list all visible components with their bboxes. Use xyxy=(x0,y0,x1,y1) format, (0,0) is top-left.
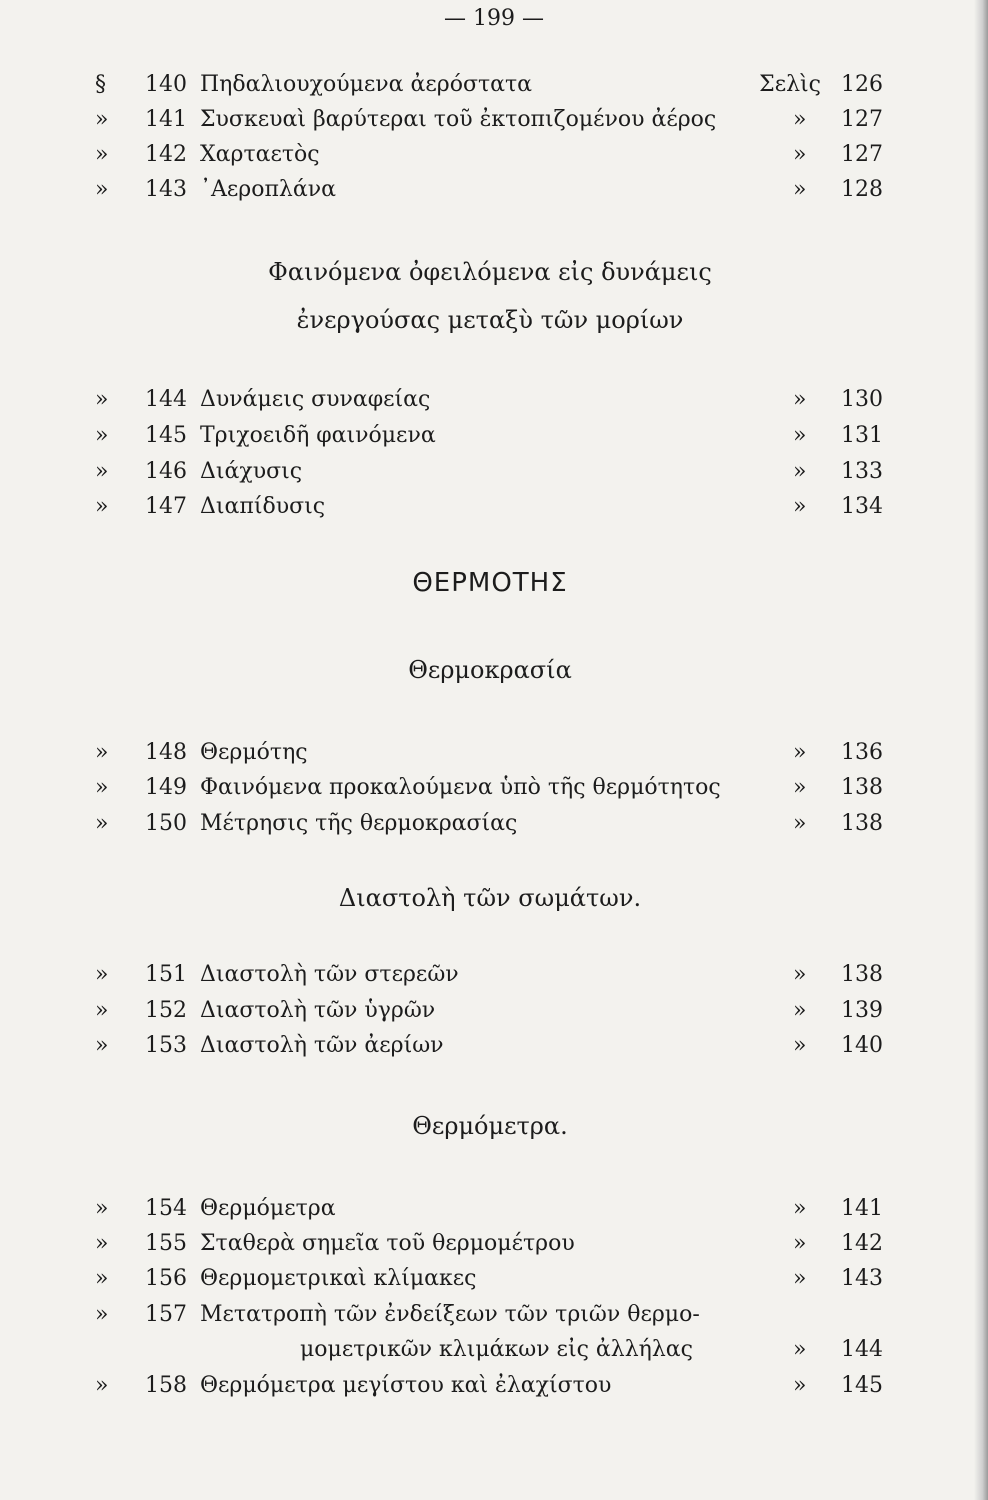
entry-page: 133 xyxy=(841,459,883,484)
entry-title: Τριχοειδῆ φαινόμενα xyxy=(200,423,436,448)
entry-title-continuation: μομετρικῶν κλιμάκων εἰς ἀλλήλας xyxy=(300,1337,693,1362)
section-heading: Φαινόμενα ὀφειλόμενα εἰς δυνάμεις xyxy=(268,258,712,286)
entry-page: 126 xyxy=(841,72,883,97)
entry-mark: » xyxy=(95,1266,109,1291)
entry-title: ᾿Αεροπλάνα xyxy=(200,177,336,202)
entry-number: 145 xyxy=(145,423,187,448)
toc-entry xyxy=(95,173,883,207)
entry-page: 138 xyxy=(841,811,883,836)
entry-title: Σταθερὰ σημεῖα τοῦ θερμομέτρου xyxy=(200,1231,575,1256)
entry-ditto: » xyxy=(793,177,807,202)
entry-ditto: » xyxy=(793,1033,807,1058)
entry-mark: » xyxy=(95,423,109,448)
toc-entry xyxy=(95,138,883,172)
entry-number: 149 xyxy=(145,775,187,800)
entry-mark: » xyxy=(95,962,109,987)
entry-title: Δυνάμεις συναφείας xyxy=(200,387,431,412)
entry-number: 152 xyxy=(145,998,187,1023)
entry-number: 147 xyxy=(145,494,187,519)
entry-title: Διαστολὴ τῶν ἀερίων xyxy=(200,1033,444,1058)
entry-page: 128 xyxy=(841,177,883,202)
entry-page: 138 xyxy=(841,962,883,987)
toc-entry xyxy=(95,1298,883,1332)
toc-entry xyxy=(95,958,883,992)
entry-number: 144 xyxy=(145,387,187,412)
entry-page: 142 xyxy=(841,1231,883,1256)
entry-ditto: » xyxy=(793,387,807,412)
entry-mark: » xyxy=(95,107,109,132)
toc-entry xyxy=(95,807,883,841)
entry-number: 155 xyxy=(145,1231,187,1256)
entry-mark: » xyxy=(95,740,109,765)
toc-entry xyxy=(95,419,883,453)
entry-mark: » xyxy=(95,775,109,800)
toc-entry xyxy=(95,1192,883,1226)
toc-entry xyxy=(95,455,883,489)
toc-entry xyxy=(95,490,883,524)
entry-title: Διαστολὴ τῶν στερεῶν xyxy=(200,962,459,987)
entry-number: 148 xyxy=(145,740,187,765)
entry-title: Πηδαλιουχούμενα ἀερόστατα xyxy=(200,72,533,97)
entry-number: 157 xyxy=(145,1302,187,1327)
toc-entry xyxy=(95,1029,883,1063)
entry-ditto: » xyxy=(793,1373,807,1398)
entry-title: Θερμόμετρα xyxy=(200,1196,336,1221)
entry-ditto: » xyxy=(793,107,807,132)
entry-title: Φαινόμενα προκαλούμενα ὑπὸ τῆς θερμότητος xyxy=(200,775,721,800)
toc-entry xyxy=(95,1262,883,1296)
entry-ditto: » xyxy=(793,1196,807,1221)
entry-number: 154 xyxy=(145,1196,187,1221)
entry-title: Θερμόμετρα μεγίστου καὶ ἐλαχίστου xyxy=(200,1373,612,1398)
entry-page: 141 xyxy=(841,1196,883,1221)
entry-page: 127 xyxy=(841,107,883,132)
entry-title: Χαρταετὸς xyxy=(200,142,320,167)
page-number: — 199 — xyxy=(444,6,544,31)
toc-entry xyxy=(95,1227,883,1261)
entry-page: 130 xyxy=(841,387,883,412)
entry-page: 138 xyxy=(841,775,883,800)
entry-page-label: Σελὶς xyxy=(759,72,821,97)
entry-title: Διαστολὴ τῶν ὑγρῶν xyxy=(200,998,436,1023)
entry-ditto: » xyxy=(793,423,807,448)
entry-mark: » xyxy=(95,459,109,484)
entry-page: 136 xyxy=(841,740,883,765)
entry-title: Μετατροπὴ τῶν ἐνδείξεων τῶν τριῶν θερμο- xyxy=(200,1302,700,1327)
entry-page: 131 xyxy=(841,423,883,448)
entry-title: Διάχυσις xyxy=(200,459,303,484)
entry-number: 150 xyxy=(145,811,187,836)
entry-page: 134 xyxy=(841,494,883,519)
chapter-heading: ΘΕΡΜΟΤΗΣ xyxy=(412,568,568,598)
entry-number: 156 xyxy=(145,1266,187,1291)
entry-ditto: » xyxy=(793,1231,807,1256)
entry-ditto: » xyxy=(793,459,807,484)
entry-mark: » xyxy=(95,1231,109,1256)
entry-mark: § xyxy=(95,72,106,97)
entry-number: 142 xyxy=(145,142,187,167)
entry-page: 145 xyxy=(841,1373,883,1398)
entry-title: Διαπίδυσις xyxy=(200,494,326,519)
entry-page: 127 xyxy=(841,142,883,167)
entry-title: Συσκευαὶ βαρύτεραι τοῦ ἐκτοπιζομένου ἀέρος xyxy=(200,107,717,132)
entry-mark: » xyxy=(95,1302,109,1327)
entry-mark: » xyxy=(95,494,109,519)
entry-page: 139 xyxy=(841,998,883,1023)
entry-ditto: » xyxy=(793,142,807,167)
toc-entry xyxy=(95,994,883,1028)
section-heading: Διαστολὴ τῶν σωμάτων. xyxy=(338,884,642,912)
entry-title: Θερμότης xyxy=(200,740,308,765)
entry-number: 141 xyxy=(145,107,187,132)
section-heading: Θερμοκρασία xyxy=(408,656,572,684)
entry-number: 140 xyxy=(145,72,187,97)
entry-title: Μέτρησις τῆς θερμοκρασίας xyxy=(200,811,518,836)
entry-ditto: » xyxy=(793,740,807,765)
entry-mark: » xyxy=(95,177,109,202)
entry-number: 153 xyxy=(145,1033,187,1058)
entry-ditto: » xyxy=(793,494,807,519)
entry-ditto: » xyxy=(793,775,807,800)
entry-number: 143 xyxy=(145,177,187,202)
toc-entry xyxy=(95,1369,883,1403)
section-heading: ἐνεργούσας μεταξὺ τῶν μορίων xyxy=(296,306,684,334)
toc-entry xyxy=(95,103,883,137)
entry-ditto: » xyxy=(793,998,807,1023)
toc-entry xyxy=(95,68,883,102)
toc-entry-page-line xyxy=(95,1333,883,1367)
entry-mark: » xyxy=(95,1196,109,1221)
entry-mark: » xyxy=(95,387,109,412)
page-edge-shadow xyxy=(974,0,988,1500)
toc-entry xyxy=(95,383,883,417)
entry-ditto: » xyxy=(793,811,807,836)
entry-page: 143 xyxy=(841,1266,883,1291)
entry-ditto: » xyxy=(793,962,807,987)
entry-page: 140 xyxy=(841,1033,883,1058)
entry-ditto: » xyxy=(793,1337,807,1362)
entry-title: Θερμομετρικαὶ κλίμακες xyxy=(200,1266,477,1291)
section-heading: Θερμόμετρα. xyxy=(412,1112,568,1140)
entry-mark: » xyxy=(95,1373,109,1398)
entry-number: 158 xyxy=(145,1373,187,1398)
entry-number: 146 xyxy=(145,459,187,484)
entry-ditto: » xyxy=(793,1266,807,1291)
entry-mark: » xyxy=(95,811,109,836)
toc-entry xyxy=(95,771,883,805)
entry-mark: » xyxy=(95,1033,109,1058)
toc-entry xyxy=(95,736,883,770)
entry-mark: » xyxy=(95,998,109,1023)
entry-number: 151 xyxy=(145,962,187,987)
entry-page: 144 xyxy=(841,1337,883,1362)
entry-mark: » xyxy=(95,142,109,167)
